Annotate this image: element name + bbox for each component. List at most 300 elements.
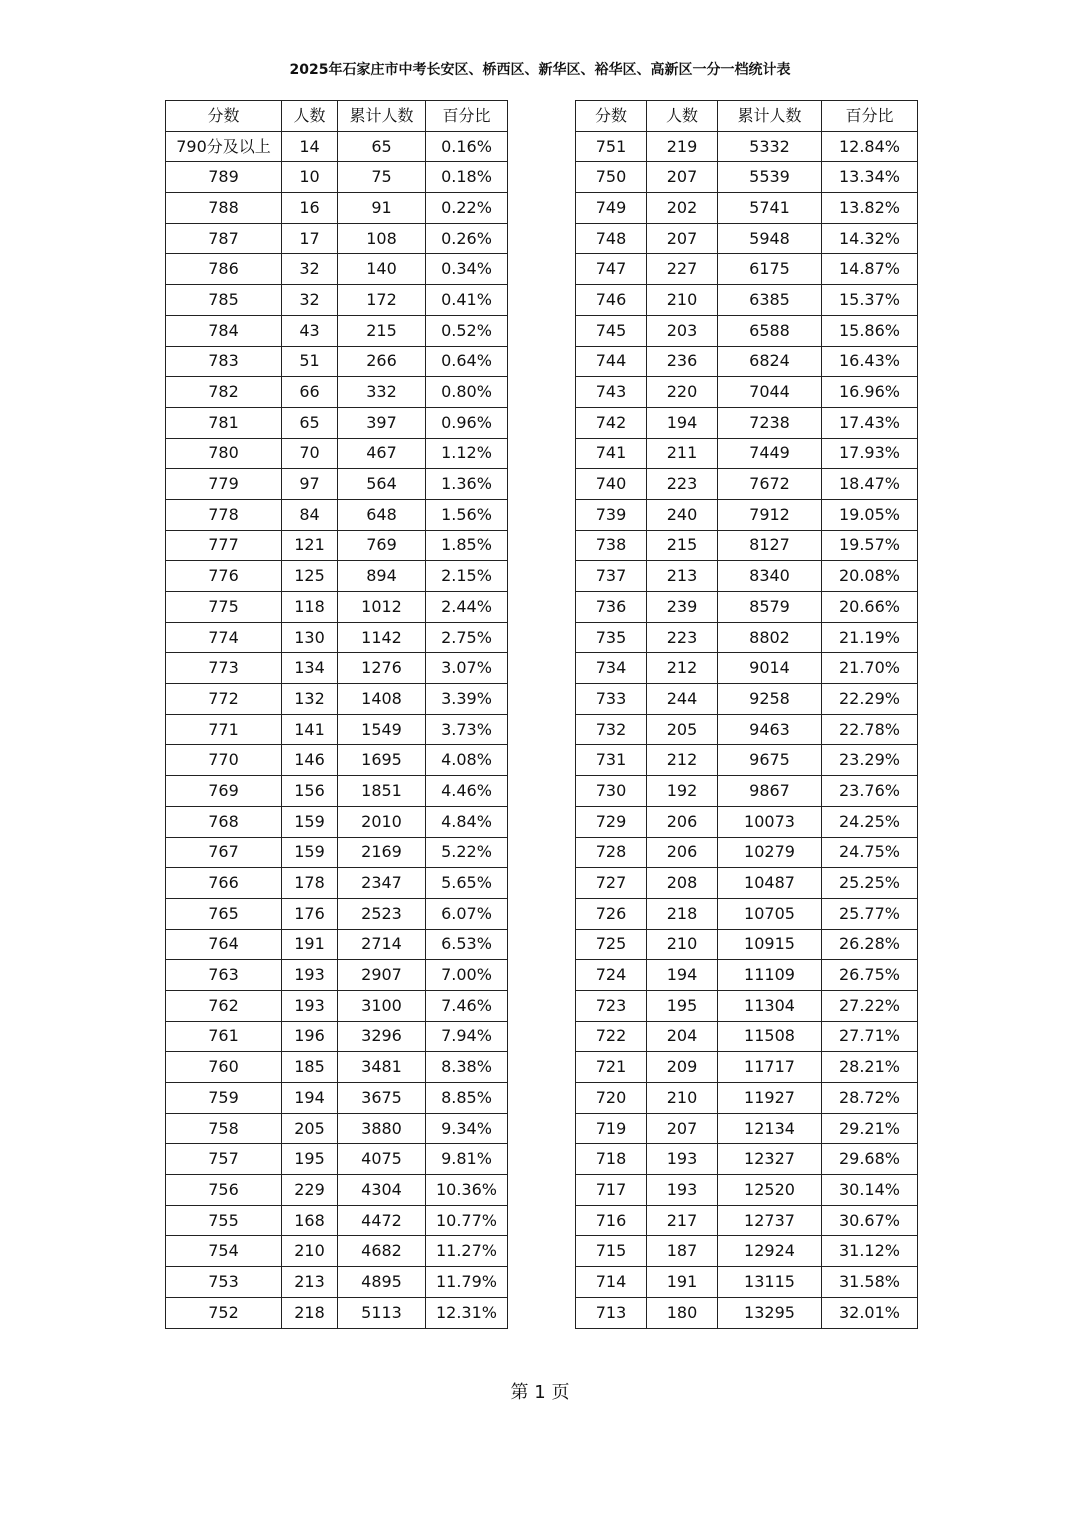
cell-cumulative: 11304 <box>718 990 822 1021</box>
table-row <box>576 745 918 776</box>
cell-count: 207 <box>647 1113 718 1144</box>
cell-percent: 27.22% <box>822 990 918 1021</box>
cell-percent: 2.75% <box>426 622 508 653</box>
cell-cumulative: 564 <box>338 469 426 500</box>
cell-cumulative: 11508 <box>718 1021 822 1052</box>
cell-count: 236 <box>647 346 718 377</box>
cell-cumulative: 8127 <box>718 530 822 561</box>
cell-count: 220 <box>647 377 718 408</box>
cell-count: 206 <box>647 806 718 837</box>
cell-score: 757 <box>166 1144 282 1175</box>
table-row <box>166 776 508 807</box>
table-row <box>576 131 918 162</box>
cell-count: 70 <box>282 438 338 469</box>
cell-count: 194 <box>647 407 718 438</box>
cell-cumulative: 140 <box>338 254 426 285</box>
cell-percent: 1.12% <box>426 438 508 469</box>
cell-cumulative: 9867 <box>718 776 822 807</box>
table-row <box>576 684 918 715</box>
cell-count: 168 <box>282 1205 338 1236</box>
cell-score: 752 <box>166 1297 282 1328</box>
cell-cumulative: 5948 <box>718 223 822 254</box>
cell-count: 204 <box>647 1021 718 1052</box>
cell-count: 210 <box>282 1236 338 1267</box>
cell-percent: 2.15% <box>426 561 508 592</box>
cell-count: 240 <box>647 499 718 530</box>
table-row <box>166 499 508 530</box>
table-row <box>576 1175 918 1206</box>
cell-cumulative: 11927 <box>718 1083 822 1114</box>
cell-cumulative: 2714 <box>338 929 426 960</box>
cell-score: 764 <box>166 929 282 960</box>
cell-count: 219 <box>647 131 718 162</box>
table-row <box>166 561 508 592</box>
cell-cumulative: 12520 <box>718 1175 822 1206</box>
cell-percent: 27.71% <box>822 1021 918 1052</box>
cell-score: 778 <box>166 499 282 530</box>
cell-count: 146 <box>282 745 338 776</box>
cell-score: 774 <box>166 622 282 653</box>
cell-percent: 31.12% <box>822 1236 918 1267</box>
cell-score: 787 <box>166 223 282 254</box>
cell-cumulative: 6588 <box>718 315 822 346</box>
cell-cumulative: 215 <box>338 315 426 346</box>
table-row <box>166 254 508 285</box>
cell-percent: 1.36% <box>426 469 508 500</box>
cell-score: 783 <box>166 346 282 377</box>
cell-count: 210 <box>647 1083 718 1114</box>
table-row <box>166 530 508 561</box>
table-row <box>576 193 918 224</box>
table-row <box>166 592 508 623</box>
cell-count: 205 <box>647 714 718 745</box>
cell-score: 771 <box>166 714 282 745</box>
cell-cumulative: 5113 <box>338 1297 426 1328</box>
table-row <box>576 653 918 684</box>
table-row <box>576 346 918 377</box>
cell-cumulative: 9675 <box>718 745 822 776</box>
table-row <box>576 469 918 500</box>
cell-score: 765 <box>166 898 282 929</box>
cell-percent: 20.08% <box>822 561 918 592</box>
cell-score: 749 <box>576 193 647 224</box>
cell-count: 121 <box>282 530 338 561</box>
score-table-left <box>165 100 508 1329</box>
cell-count: 212 <box>647 653 718 684</box>
table-row <box>166 1021 508 1052</box>
cell-cumulative: 2347 <box>338 868 426 899</box>
table-row <box>576 1297 918 1328</box>
cell-cumulative: 6175 <box>718 254 822 285</box>
cell-count: 134 <box>282 653 338 684</box>
cell-percent: 4.08% <box>426 745 508 776</box>
table-row <box>166 346 508 377</box>
cell-percent: 6.07% <box>426 898 508 929</box>
cell-score: 718 <box>576 1144 647 1175</box>
cell-count: 191 <box>282 929 338 960</box>
cell-count: 227 <box>647 254 718 285</box>
cell-percent: 29.68% <box>822 1144 918 1175</box>
cell-score: 717 <box>576 1175 647 1206</box>
cell-percent: 32.01% <box>822 1297 918 1328</box>
cell-count: 193 <box>282 990 338 1021</box>
header-score: 分数 <box>576 101 647 132</box>
table-row <box>166 162 508 193</box>
cell-percent: 12.31% <box>426 1297 508 1328</box>
cell-cumulative: 10915 <box>718 929 822 960</box>
table-row <box>576 1083 918 1114</box>
cell-cumulative: 12134 <box>718 1113 822 1144</box>
cell-score: 761 <box>166 1021 282 1052</box>
cell-score: 754 <box>166 1236 282 1267</box>
cell-score: 781 <box>166 407 282 438</box>
cell-score: 788 <box>166 193 282 224</box>
cell-count: 132 <box>282 684 338 715</box>
cell-score: 721 <box>576 1052 647 1083</box>
cell-count: 193 <box>282 960 338 991</box>
header-score: 分数 <box>166 101 282 132</box>
table-row <box>166 315 508 346</box>
table-row <box>576 929 918 960</box>
cell-percent: 8.38% <box>426 1052 508 1083</box>
header-percent: 百分比 <box>822 101 918 132</box>
cell-score: 713 <box>576 1297 647 1328</box>
table-row <box>166 684 508 715</box>
cell-percent: 18.47% <box>822 469 918 500</box>
table-row <box>166 714 508 745</box>
cell-cumulative: 9014 <box>718 653 822 684</box>
table-row <box>166 1175 508 1206</box>
cell-percent: 25.25% <box>822 868 918 899</box>
table-row <box>576 592 918 623</box>
cell-percent: 11.27% <box>426 1236 508 1267</box>
cell-count: 192 <box>647 776 718 807</box>
cell-count: 205 <box>282 1113 338 1144</box>
cell-score: 775 <box>166 592 282 623</box>
cell-score: 733 <box>576 684 647 715</box>
cell-percent: 0.96% <box>426 407 508 438</box>
cell-count: 187 <box>647 1236 718 1267</box>
header-count: 人数 <box>647 101 718 132</box>
cell-cumulative: 4304 <box>338 1175 426 1206</box>
cell-cumulative: 1012 <box>338 592 426 623</box>
cell-percent: 30.14% <box>822 1175 918 1206</box>
cell-score: 734 <box>576 653 647 684</box>
cell-percent: 0.18% <box>426 162 508 193</box>
cell-percent: 5.22% <box>426 837 508 868</box>
cell-percent: 4.84% <box>426 806 508 837</box>
table-row <box>576 1052 918 1083</box>
cell-cumulative: 894 <box>338 561 426 592</box>
cell-cumulative: 10279 <box>718 837 822 868</box>
cell-cumulative: 65 <box>338 131 426 162</box>
cell-count: 180 <box>647 1297 718 1328</box>
cell-cumulative: 266 <box>338 346 426 377</box>
cell-percent: 20.66% <box>822 592 918 623</box>
cell-score: 750 <box>576 162 647 193</box>
cell-score: 780 <box>166 438 282 469</box>
cell-score: 731 <box>576 745 647 776</box>
cell-cumulative: 2169 <box>338 837 426 868</box>
cell-percent: 0.52% <box>426 315 508 346</box>
cell-score: 762 <box>166 990 282 1021</box>
cell-cumulative: 2907 <box>338 960 426 991</box>
table-row <box>166 1205 508 1236</box>
cell-percent: 17.43% <box>822 407 918 438</box>
cell-cumulative: 2523 <box>338 898 426 929</box>
cell-score: 725 <box>576 929 647 960</box>
cell-count: 193 <box>647 1175 718 1206</box>
cell-count: 217 <box>647 1205 718 1236</box>
table-row <box>576 806 918 837</box>
cell-percent: 13.82% <box>822 193 918 224</box>
table-row <box>166 929 508 960</box>
table-row <box>166 622 508 653</box>
cell-percent: 9.81% <box>426 1144 508 1175</box>
cell-count: 125 <box>282 561 338 592</box>
page-title: 2025年石家庄市中考长安区、桥西区、新华区、裕华区、高新区一分一档统计表 <box>289 62 791 78</box>
cell-percent: 4.46% <box>426 776 508 807</box>
cell-count: 118 <box>282 592 338 623</box>
table-row <box>576 315 918 346</box>
cell-count: 66 <box>282 377 338 408</box>
cell-cumulative: 3100 <box>338 990 426 1021</box>
table-row <box>576 1144 918 1175</box>
cell-score: 759 <box>166 1083 282 1114</box>
cell-percent: 0.64% <box>426 346 508 377</box>
cell-cumulative: 75 <box>338 162 426 193</box>
cell-count: 141 <box>282 714 338 745</box>
cell-count: 191 <box>647 1267 718 1298</box>
table-row <box>576 254 918 285</box>
table-row <box>576 714 918 745</box>
cell-percent: 29.21% <box>822 1113 918 1144</box>
cell-score: 715 <box>576 1236 647 1267</box>
cell-percent: 3.39% <box>426 684 508 715</box>
cell-percent: 7.46% <box>426 990 508 1021</box>
cell-percent: 21.19% <box>822 622 918 653</box>
cell-cumulative: 7912 <box>718 499 822 530</box>
cell-cumulative: 5741 <box>718 193 822 224</box>
cell-score: 777 <box>166 530 282 561</box>
cell-percent: 1.85% <box>426 530 508 561</box>
cell-percent: 6.53% <box>426 929 508 960</box>
cell-score: 727 <box>576 868 647 899</box>
cell-count: 17 <box>282 223 338 254</box>
cell-count: 195 <box>647 990 718 1021</box>
cell-cumulative: 4075 <box>338 1144 426 1175</box>
cell-score: 773 <box>166 653 282 684</box>
table-row <box>576 1267 918 1298</box>
cell-percent: 30.67% <box>822 1205 918 1236</box>
cell-count: 239 <box>647 592 718 623</box>
cell-count: 51 <box>282 346 338 377</box>
cell-cumulative: 13295 <box>718 1297 822 1328</box>
cell-percent: 22.29% <box>822 684 918 715</box>
cell-count: 185 <box>282 1052 338 1083</box>
cell-cumulative: 4472 <box>338 1205 426 1236</box>
cell-cumulative: 2010 <box>338 806 426 837</box>
cell-cumulative: 1549 <box>338 714 426 745</box>
table-row <box>166 407 508 438</box>
cell-cumulative: 4682 <box>338 1236 426 1267</box>
cell-percent: 7.94% <box>426 1021 508 1052</box>
cell-score: 763 <box>166 960 282 991</box>
cell-percent: 24.25% <box>822 806 918 837</box>
cell-cumulative: 3481 <box>338 1052 426 1083</box>
cell-count: 159 <box>282 837 338 868</box>
table-row <box>576 561 918 592</box>
cell-score: 740 <box>576 469 647 500</box>
table-row <box>166 806 508 837</box>
table-row <box>576 377 918 408</box>
page-number: 第 1 页 <box>510 1382 570 1403</box>
cell-count: 207 <box>647 223 718 254</box>
cell-score: 748 <box>576 223 647 254</box>
cell-score: 739 <box>576 499 647 530</box>
cell-count: 207 <box>647 162 718 193</box>
cell-count: 194 <box>647 960 718 991</box>
cell-cumulative: 1851 <box>338 776 426 807</box>
cell-percent: 14.32% <box>822 223 918 254</box>
cell-score: 789 <box>166 162 282 193</box>
cell-count: 32 <box>282 285 338 316</box>
table-row <box>166 745 508 776</box>
cell-percent: 24.75% <box>822 837 918 868</box>
cell-cumulative: 11109 <box>718 960 822 991</box>
table-row <box>576 990 918 1021</box>
cell-score: 785 <box>166 285 282 316</box>
cell-count: 159 <box>282 806 338 837</box>
cell-percent: 15.37% <box>822 285 918 316</box>
table-header-row <box>166 101 508 132</box>
cell-cumulative: 5539 <box>718 162 822 193</box>
cell-count: 203 <box>647 315 718 346</box>
cell-cumulative: 8340 <box>718 561 822 592</box>
cell-count: 193 <box>647 1144 718 1175</box>
cell-percent: 28.72% <box>822 1083 918 1114</box>
cell-cumulative: 3296 <box>338 1021 426 1052</box>
cell-count: 213 <box>647 561 718 592</box>
cell-cumulative: 12327 <box>718 1144 822 1175</box>
cell-count: 97 <box>282 469 338 500</box>
cell-score: 766 <box>166 868 282 899</box>
cell-score: 735 <box>576 622 647 653</box>
table-row <box>166 1052 508 1083</box>
cell-percent: 10.77% <box>426 1205 508 1236</box>
table-row <box>166 377 508 408</box>
table-row <box>576 1205 918 1236</box>
cell-cumulative: 12924 <box>718 1236 822 1267</box>
cell-count: 10 <box>282 162 338 193</box>
cell-count: 65 <box>282 407 338 438</box>
cell-cumulative: 7044 <box>718 377 822 408</box>
cell-percent: 5.65% <box>426 868 508 899</box>
cell-cumulative: 10487 <box>718 868 822 899</box>
cell-cumulative: 467 <box>338 438 426 469</box>
table-row <box>166 1083 508 1114</box>
cell-score: 726 <box>576 898 647 929</box>
cell-cumulative: 1142 <box>338 622 426 653</box>
cell-count: 213 <box>282 1267 338 1298</box>
table-row <box>576 162 918 193</box>
cell-cumulative: 6385 <box>718 285 822 316</box>
cell-cumulative: 7238 <box>718 407 822 438</box>
cell-cumulative: 12737 <box>718 1205 822 1236</box>
table-row <box>576 438 918 469</box>
table-row <box>166 898 508 929</box>
cell-cumulative: 4895 <box>338 1267 426 1298</box>
cell-percent: 0.22% <box>426 193 508 224</box>
cell-count: 215 <box>647 530 718 561</box>
cell-score: 751 <box>576 131 647 162</box>
cell-score: 745 <box>576 315 647 346</box>
cell-percent: 26.28% <box>822 929 918 960</box>
cell-cumulative: 769 <box>338 530 426 561</box>
cell-score: 741 <box>576 438 647 469</box>
cell-cumulative: 648 <box>338 499 426 530</box>
cell-count: 130 <box>282 622 338 653</box>
table-row <box>166 837 508 868</box>
cell-count: 16 <box>282 193 338 224</box>
cell-score: 732 <box>576 714 647 745</box>
cell-count: 84 <box>282 499 338 530</box>
cell-score: 719 <box>576 1113 647 1144</box>
cell-score: 760 <box>166 1052 282 1083</box>
cell-cumulative: 8579 <box>718 592 822 623</box>
cell-percent: 16.43% <box>822 346 918 377</box>
cell-count: 43 <box>282 315 338 346</box>
cell-percent: 0.26% <box>426 223 508 254</box>
cell-cumulative: 10073 <box>718 806 822 837</box>
table-row <box>166 1144 508 1175</box>
cell-percent: 26.75% <box>822 960 918 991</box>
table-row <box>166 653 508 684</box>
cell-count: 223 <box>647 622 718 653</box>
cell-cumulative: 7449 <box>718 438 822 469</box>
cell-count: 32 <box>282 254 338 285</box>
cell-score: 743 <box>576 377 647 408</box>
cell-cumulative: 1276 <box>338 653 426 684</box>
cell-count: 244 <box>647 684 718 715</box>
score-table-right <box>575 100 918 1329</box>
table-row <box>576 868 918 899</box>
cell-score: 790分及以上 <box>166 131 282 162</box>
cell-score: 737 <box>576 561 647 592</box>
table-row <box>166 990 508 1021</box>
table-row <box>166 193 508 224</box>
table-row <box>166 1236 508 1267</box>
cell-cumulative: 6824 <box>718 346 822 377</box>
cell-score: 736 <box>576 592 647 623</box>
cell-percent: 12.84% <box>822 131 918 162</box>
cell-count: 212 <box>647 745 718 776</box>
cell-percent: 31.58% <box>822 1267 918 1298</box>
cell-count: 223 <box>647 469 718 500</box>
cell-cumulative: 5332 <box>718 131 822 162</box>
cell-score: 768 <box>166 806 282 837</box>
table-row <box>166 960 508 991</box>
cell-percent: 23.29% <box>822 745 918 776</box>
cell-percent: 15.86% <box>822 315 918 346</box>
cell-score: 746 <box>576 285 647 316</box>
cell-percent: 25.77% <box>822 898 918 929</box>
cell-score: 724 <box>576 960 647 991</box>
cell-count: 208 <box>647 868 718 899</box>
cell-score: 755 <box>166 1205 282 1236</box>
cell-score: 784 <box>166 315 282 346</box>
cell-count: 210 <box>647 929 718 960</box>
